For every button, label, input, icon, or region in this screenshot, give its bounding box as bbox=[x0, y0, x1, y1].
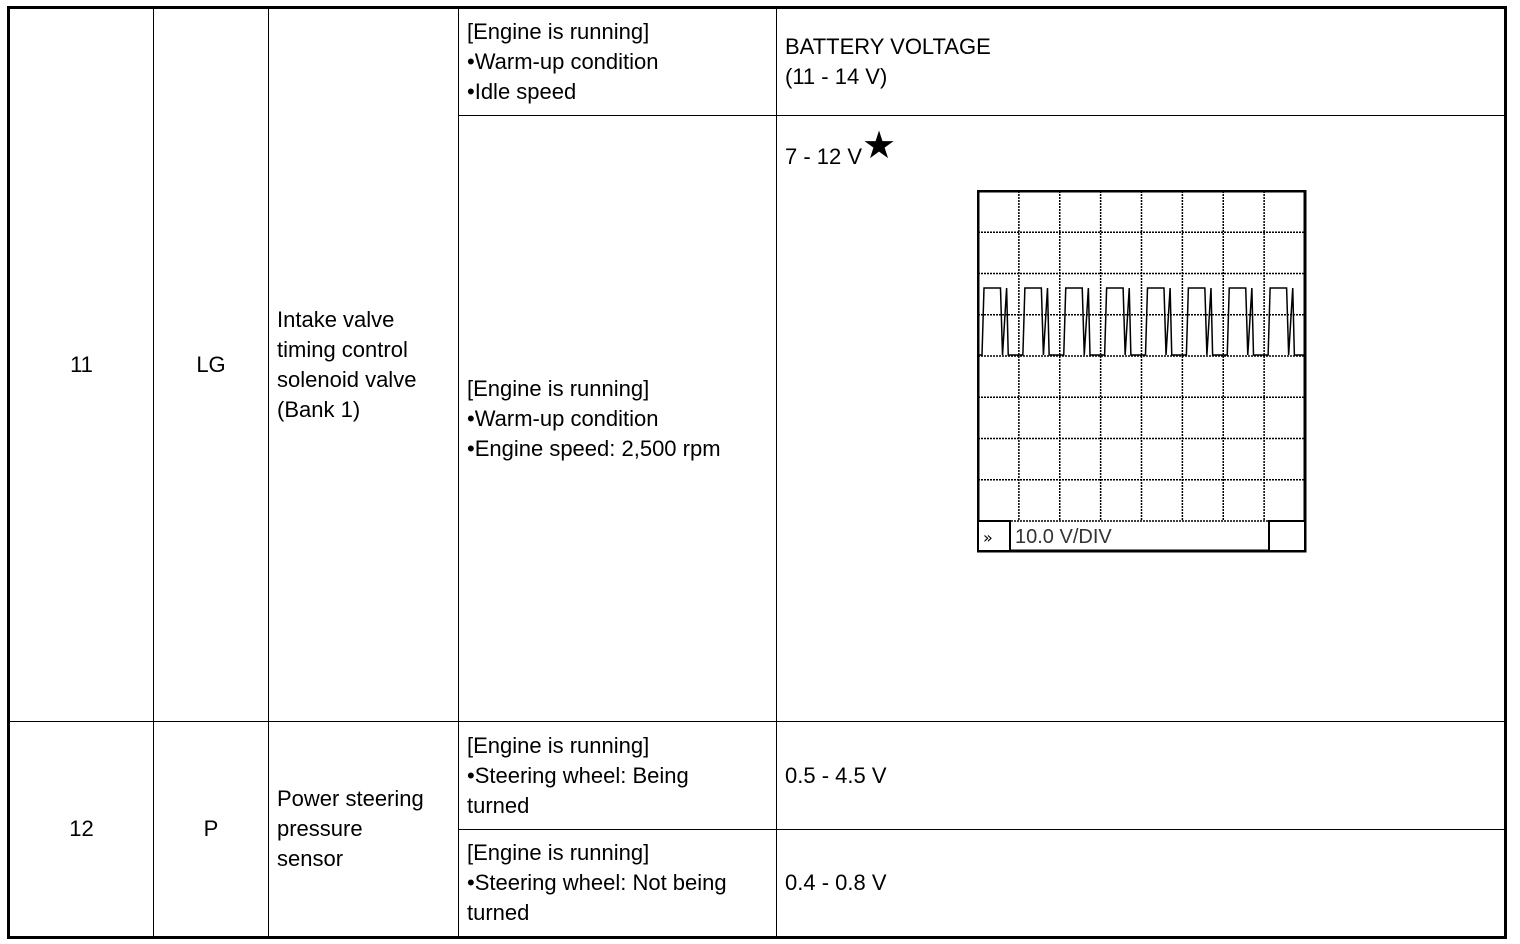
wire-color: P bbox=[154, 722, 269, 938]
terminal-number: 12 bbox=[9, 722, 154, 938]
condition-cell bbox=[459, 116, 777, 722]
condition-line: •Warm-up condition bbox=[467, 405, 659, 431]
condition-cell bbox=[459, 722, 777, 830]
condition-line: •Engine speed: 2,500 rpm bbox=[467, 435, 721, 461]
condition-line: •Idle speed bbox=[467, 79, 577, 104]
value-cell bbox=[777, 830, 1506, 938]
condition-line: [Engine is running] bbox=[467, 840, 650, 865]
item-line: Power steering bbox=[277, 786, 424, 811]
condition-cell bbox=[459, 8, 777, 116]
terminal-number: 11 bbox=[9, 8, 154, 722]
item-line: Intake valve bbox=[277, 307, 395, 332]
value-line: (11 - 14 V) bbox=[785, 64, 888, 89]
value-cell bbox=[777, 116, 1506, 722]
condition-cell bbox=[459, 830, 777, 938]
value-cell bbox=[777, 722, 1506, 830]
table-row bbox=[9, 8, 1506, 116]
value-cell bbox=[777, 8, 1506, 116]
item-description bbox=[269, 722, 459, 938]
condition-line: turned bbox=[467, 792, 530, 818]
terminal-spec-table bbox=[7, 6, 1507, 939]
scope-corner-box bbox=[1269, 521, 1305, 551]
item-line: (Bank 1) bbox=[277, 397, 361, 422]
wire-color: LG bbox=[154, 8, 269, 722]
item-line: sensor bbox=[277, 846, 344, 871]
value-line: BATTERY VOLTAGE bbox=[785, 34, 991, 59]
scope-div-label: 10.0 V/DIV bbox=[1015, 526, 1112, 548]
star-icon: ★ bbox=[862, 125, 897, 167]
condition-line: turned bbox=[467, 900, 530, 925]
condition-line: •Steering wheel: Not being bbox=[467, 870, 727, 895]
oscilloscope-waveform bbox=[977, 190, 1307, 563]
condition-line: [Engine is running] bbox=[467, 732, 650, 758]
condition-line: •Warm-up condition bbox=[467, 49, 659, 74]
item-description bbox=[269, 8, 459, 722]
fast-forward-icon: » bbox=[983, 528, 993, 547]
value-line: 0.4 - 0.8 V bbox=[785, 870, 887, 895]
scope-graphic bbox=[977, 190, 1307, 555]
item-line: solenoid valve bbox=[277, 367, 417, 392]
condition-line: •Steering wheel: Being bbox=[467, 762, 689, 788]
item-line: timing control bbox=[277, 337, 408, 362]
value-line: 7 - 12 V bbox=[785, 144, 863, 169]
table-row bbox=[9, 722, 1506, 830]
condition-line: [Engine is running] bbox=[467, 19, 650, 44]
item-line: pressure bbox=[277, 816, 363, 841]
condition-line: [Engine is running] bbox=[467, 375, 650, 401]
value-line: 0.5 - 4.5 V bbox=[785, 762, 887, 788]
